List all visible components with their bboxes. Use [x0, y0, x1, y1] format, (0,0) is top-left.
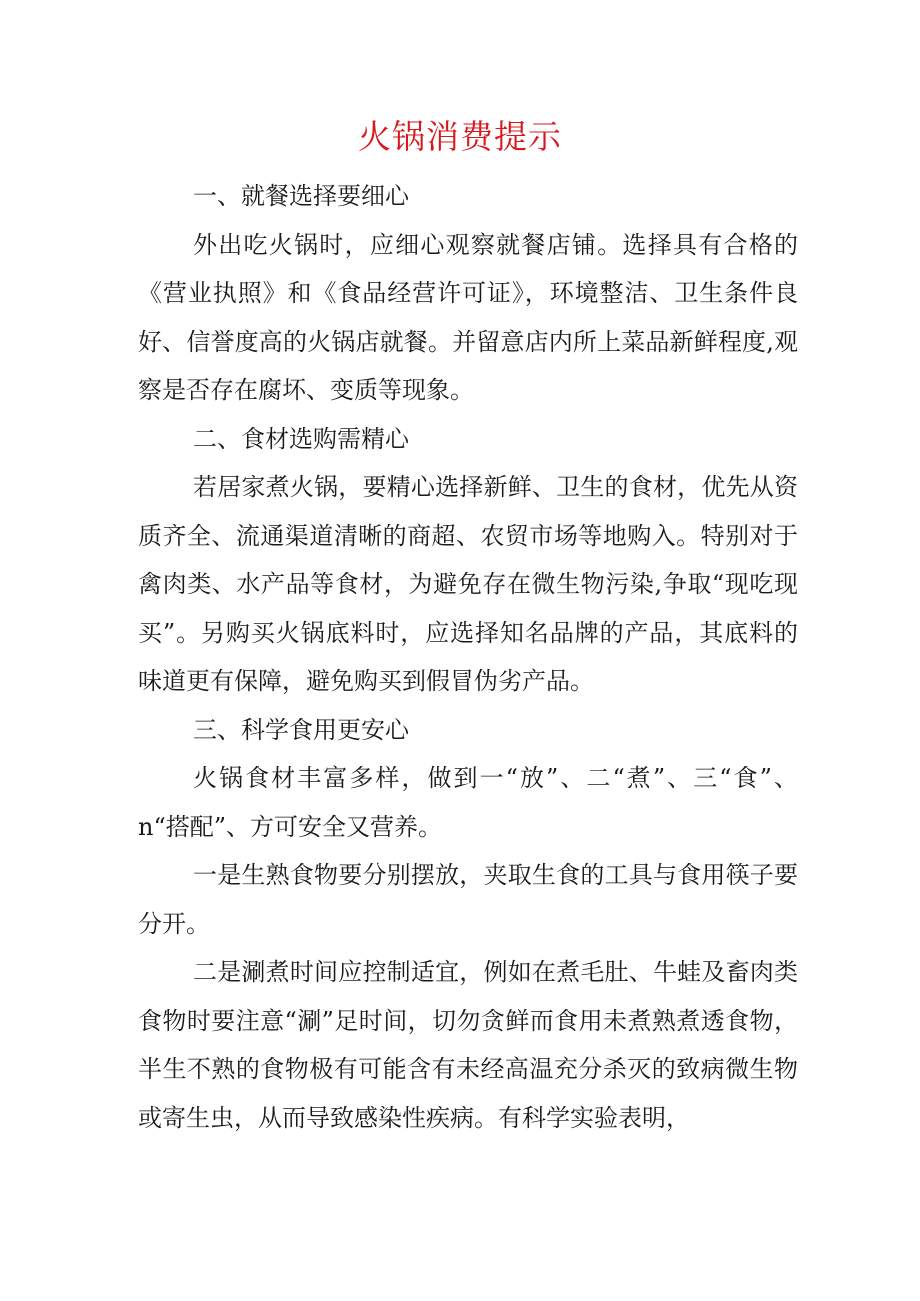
- section-heading-3: 三、科学食用更安心: [193, 715, 409, 744]
- page-title: 火锅消费提示: [358, 117, 562, 156]
- document-body: [138, 172, 798, 1142]
- section-heading-1: 一、就餐选择要细心: [193, 182, 409, 210]
- section-heading-2: 二、食材选购需精心: [193, 424, 409, 453]
- paragraph-dining-choice: 外出吃火锅时，应细心观察就餐店铺。选择具有合格的《营业执照》和《食品经营许可证》，环境整洁、卫生条件良好、信誉度高的火锅店就餐。并留意店内所上菜品新鲜程度,观察是否存在腐坏、变质等现象。: [138, 230, 798, 404]
- paragraph-cooking-time: 二是涮煮时间应控制适宜，例如在煮毛肚、牛蛙及畜肉类食物时要注意“涮”足时间，切勿贪鲜而食用未煮熟煮透食物，半生不熟的食物极有可能含有未经高温充分杀灭的致病微生物或寄生虫，从而导致感染性疾病。有科学实验表明，: [138, 958, 798, 1132]
- paragraph-scientific-eating: 火锅食材丰富多样，做到一“放”、二“煮”、三“食”、n“搭配”、方可安全又营养。: [138, 764, 798, 841]
- paragraph-ingredient-purchase: 若居家煮火锅，要精心选择新鲜、卫生的食材，优先从资质齐全、流通渠道清晰的商超、农贸市场等地购入。特别对于禽肉类、水产品等食材，为避免存在微生物污染,争取“现吃现买”。另购买火锅底料时，应选择知名品牌的产品，其底料的味道更有保障，避免购买到假冒伪劣产品。: [138, 473, 798, 695]
- paragraph-raw-cooked-separation: 一是生熟食物要分别摆放，夹取生食的工具与食用筷子要分开。: [138, 861, 798, 938]
